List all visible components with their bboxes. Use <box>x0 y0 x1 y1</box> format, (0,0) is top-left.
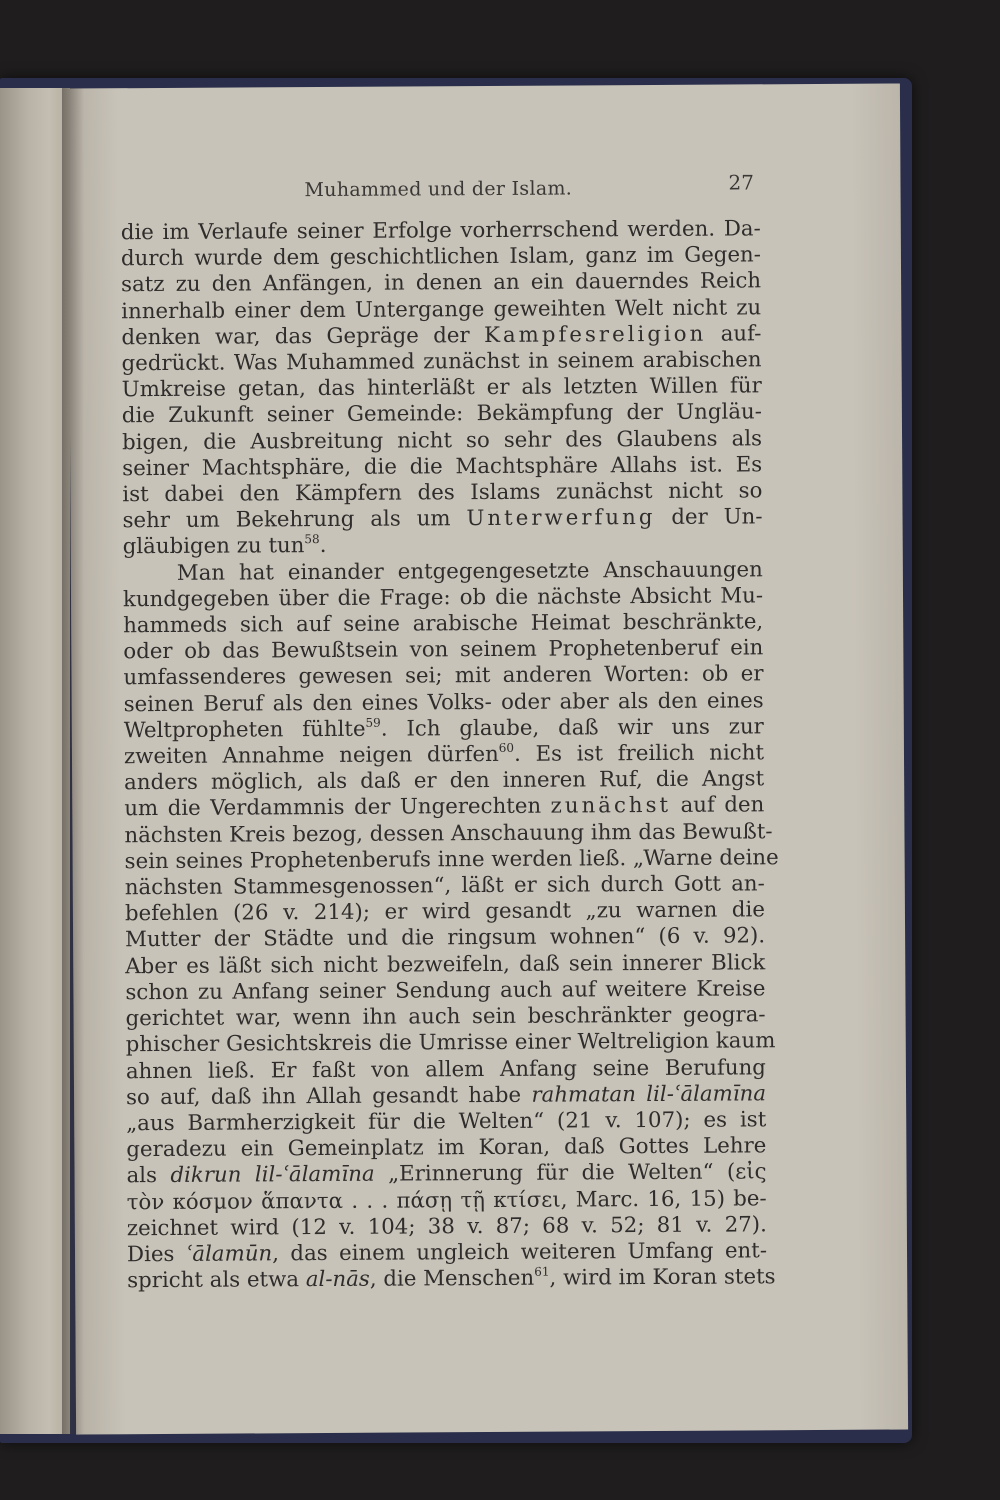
page-gutter-shadow <box>62 88 84 1434</box>
text-line: die im Verlaufe seiner Erfolge vorherrschend werden. Da- <box>120 216 761 246</box>
text-line: nächsten Kreis bezog, dessen Anschauung ihm das Bewußt- <box>124 818 773 848</box>
text-fragment: spricht als etwa <box>127 1267 300 1294</box>
text-fragment: denken war, das Gepräge der <box>121 322 485 351</box>
text-line <box>121 321 761 351</box>
text-fragment: Dies <box>126 1241 175 1268</box>
text-line: hammeds sich auf seine arabische Heimat beschränkte, <box>123 609 764 639</box>
text-fragment: , das einem ungleich weiteren Umfang ent- <box>272 1238 768 1267</box>
text-line: innerhalb einer dem Untergange geweihten Welt nicht zu <box>121 294 762 324</box>
text-line: seinen Beruf als den eines Volks- oder aber als den eines <box>123 687 764 717</box>
text-fragment: , wird im Koran stets <box>549 1264 776 1291</box>
text-line <box>124 793 764 823</box>
text-line: satz zu den Anfängen, in denen an ein dauerndes Reich <box>121 268 762 298</box>
text-fragment: zweiten Annahme neigen dürfen <box>123 741 499 770</box>
footnote-marker: 60 <box>498 740 515 755</box>
text-line: seiner Machtsphäre, die die Machtsphäre Allahs ist. Es <box>122 452 763 482</box>
text-line: gedrückt. Was Muhammed zunächst in seinem arabischen <box>121 347 762 377</box>
spaced-word: Kampfesreligion <box>483 321 707 348</box>
footnote-marker: 61 <box>534 1264 550 1279</box>
text-line: ist dabei den Kämpfern des Islams zunächst nicht so <box>122 478 763 508</box>
text-fragment: . Ich glaube, daß wir uns zur <box>380 714 764 742</box>
text-fragment: . Es ist freilich nicht <box>513 740 765 767</box>
text-line <box>127 1238 767 1268</box>
text-line: Umkreise getan, das hinterläßt er als letzten Willen für <box>121 373 762 403</box>
transliteration: al-nās <box>298 1266 370 1293</box>
text-line <box>127 1264 776 1294</box>
text-fragment: sehr um Bekehrung als um <box>122 506 467 534</box>
text-fragment: so auf, daß ihn Allah gesandt habe <box>125 1082 522 1110</box>
text-line: phischer Gesichtskreis die Umrisse einer Weltreligion kaum <box>125 1028 776 1058</box>
text-line <box>126 1160 766 1190</box>
text-line: durch wurde dem geschichtlichen Islam, ganz im Gegen- <box>120 242 762 272</box>
spaced-word: zunächst <box>550 793 672 820</box>
text-fragment: auf den <box>671 792 765 819</box>
running-head <box>68 170 900 210</box>
text-fragment: gläubigen zu tun <box>122 533 305 560</box>
text-line: ahnen ließ. Er faßt von allem Anfang seine Berufung <box>125 1054 766 1084</box>
text-line <box>126 1081 766 1111</box>
text-line: gerichtet war, wenn ihn auch sein beschränkter geogra- <box>125 1002 766 1032</box>
text-line: umfassenderes gewesen sei; mit anderen Worten: ob er <box>123 661 764 691</box>
text-fragment: „Erinnerung für die Welten“ (εἰς <box>374 1159 767 1188</box>
transliteration: rahmatan lil-ʿālamīna <box>520 1081 767 1108</box>
text-line: τὸν κόσμον ἅπαντα . . . πάσῃ τῇ κτίσει, Marc. 16, 15) be- <box>126 1185 767 1215</box>
text-line <box>122 505 762 535</box>
text-fragment: um die Verdammnis der Ungerechten <box>124 794 551 822</box>
running-title: Muhammed und der Islam. <box>304 177 573 202</box>
text-fragment: . <box>319 533 327 559</box>
text-line: zeichnet wird (12 v. 104; 38 v. 87; 68 v. 52; 81 v. 27). <box>126 1212 767 1241</box>
text-line: Aber es läßt sich nicht bezweifeln, daß sein innerer Blick <box>125 949 766 979</box>
text-line: oder ob das Bewußtsein von seinem Prophetenberuf ein <box>123 635 764 665</box>
text-line <box>124 740 764 770</box>
text-line: sein seines Prophetenberufs inne werden ließ. „Warne deine <box>124 845 779 875</box>
page-number: 27 <box>728 170 755 195</box>
text-line: bigen, die Ausbreitung nicht so sehr des Glaubens als <box>121 425 763 455</box>
transliteration: ʿālamūn <box>174 1241 273 1267</box>
spaced-word: Unterwerfung <box>466 505 656 532</box>
text-fragment: der Un- <box>655 504 763 531</box>
text-fragment: Weltpropheten fühlte <box>123 716 366 744</box>
text-line <box>123 531 763 561</box>
text-line: Mutter der Städte und die ringsum wohnen“ (6 v. 92). <box>125 923 766 953</box>
text-line: schon zu Anfang seiner Sendung auch auf weitere Kreise <box>125 976 766 1006</box>
text-line: geradezu ein Gemeinplatz im Koran, daß Gottes Lehre <box>126 1133 767 1163</box>
text-fragment: , die Menschen <box>369 1265 535 1292</box>
text-fragment: auf- <box>706 321 762 347</box>
transliteration: dikrun lil-ʿālamīna <box>156 1162 375 1189</box>
text-line: die Zukunft seiner Gemeinde: Bekämpfung der Ungläu- <box>121 399 762 429</box>
left-page-edge <box>0 88 70 1434</box>
footnote-marker: 59 <box>365 715 381 730</box>
text-line: anders möglich, als daß er den inneren Ruf, die Angst <box>124 766 765 796</box>
text-line: befehlen (26 v. 214); er wird gesandt „zu warnen die <box>124 897 766 927</box>
text-line <box>124 714 764 744</box>
body-text <box>120 216 779 1294</box>
book-page <box>68 83 908 1434</box>
text-line: Man hat einander entgegengesetzte Anschauungen <box>176 556 763 586</box>
text-fragment: als <box>126 1163 158 1189</box>
text-line: nächsten Stammesgenossen“, läßt er sich durch Gott an- <box>124 871 765 901</box>
text-line: „aus Barmherzigkeit für die Welten“ (21 v. 107); es ist <box>126 1107 767 1137</box>
text-line: kundgegeben über die Frage: ob die nächste Absicht Mu- <box>122 583 764 613</box>
footnote-marker: 58 <box>304 532 320 547</box>
